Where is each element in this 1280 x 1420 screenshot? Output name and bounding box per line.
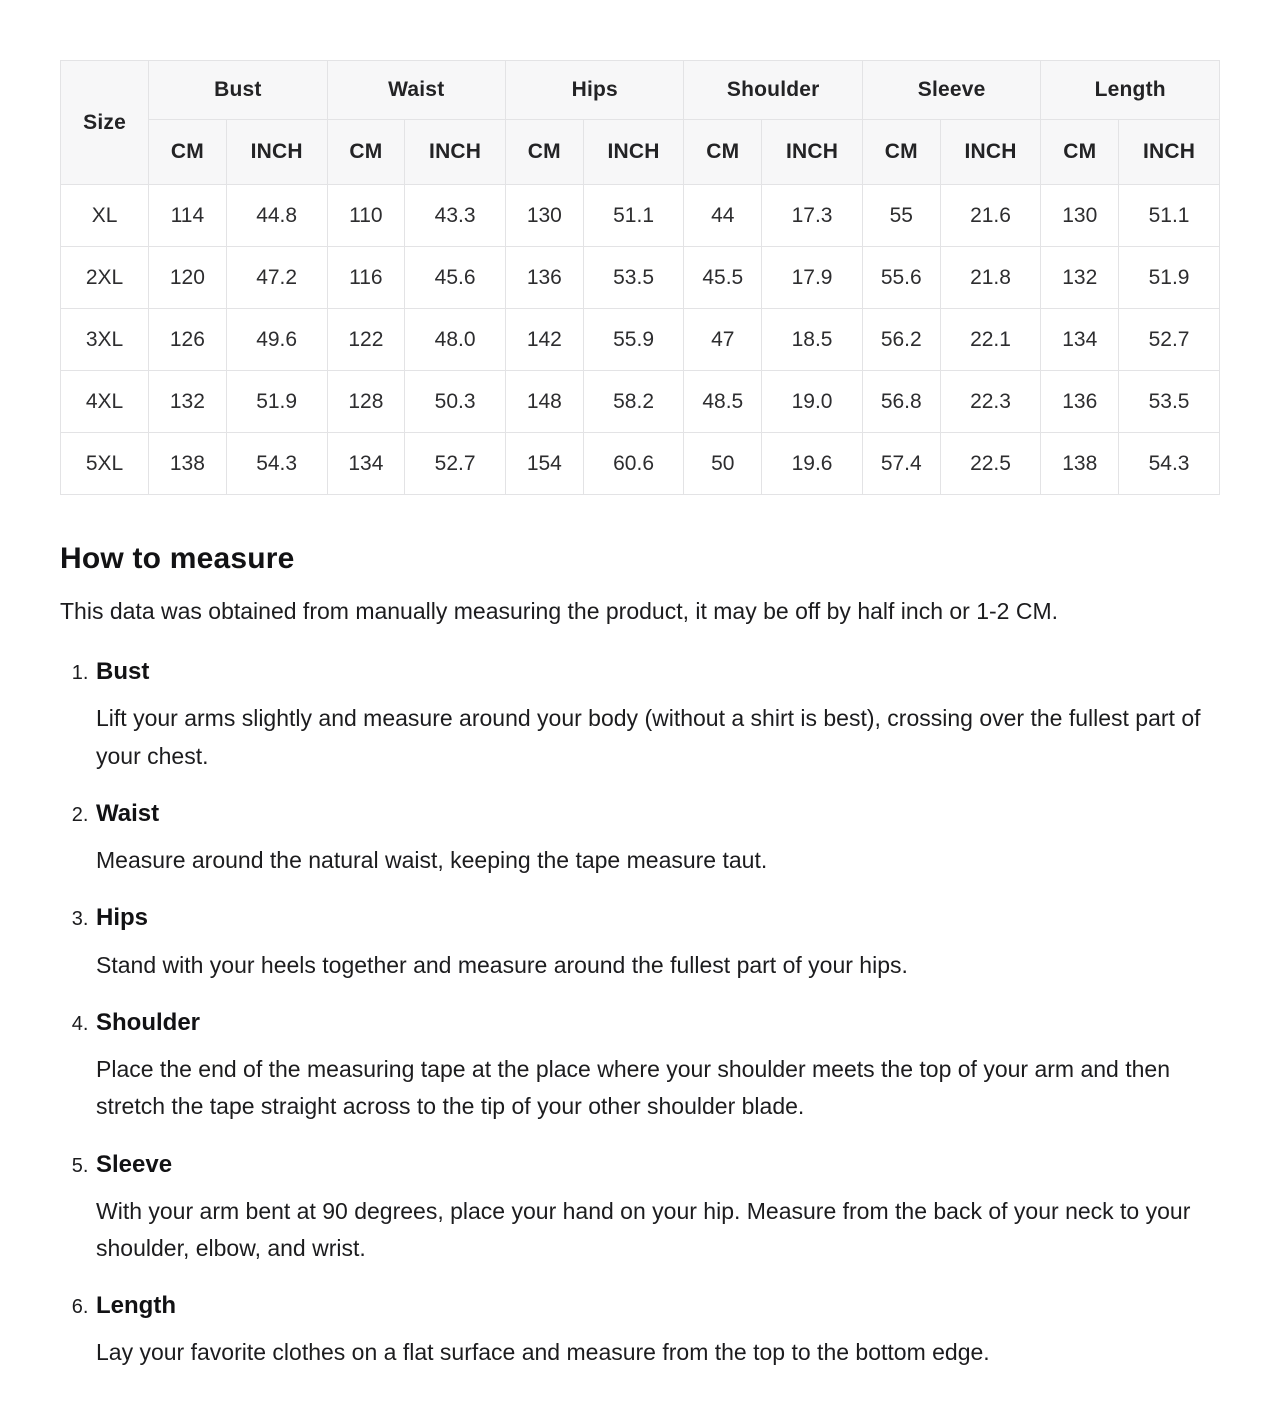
measurement-cell: 51.9: [1119, 247, 1220, 309]
measurement-cell: 56.2: [862, 309, 940, 371]
size-row: [61, 309, 1220, 371]
measurement-cell: 50.3: [405, 371, 506, 433]
size-cell: 5XL: [61, 433, 149, 495]
measurement-cell: 49.6: [226, 309, 327, 371]
unit-header-row: [61, 120, 1220, 185]
measure-steps-list: [60, 656, 1220, 1371]
measure-step: [94, 1007, 1220, 1126]
measurement-cell: 110: [327, 185, 405, 247]
step-description: Stand with your heels together and measure around the fullest part of your hips.: [96, 951, 908, 978]
measurement-cell: 17.9: [762, 247, 863, 309]
measurement-cell: 53.5: [583, 247, 684, 309]
measurement-cell: 22.3: [940, 371, 1041, 433]
measurement-cell: 52.7: [1119, 309, 1220, 371]
measurement-cell: 51.1: [1119, 185, 1220, 247]
measurement-cell: 51.1: [583, 185, 684, 247]
size-cell: 3XL: [61, 309, 149, 371]
size-row: [61, 433, 1220, 495]
step-term: 6. Length: [96, 1292, 176, 1320]
measurement-cell: 44: [684, 185, 762, 247]
measurement-cell: 136: [1041, 371, 1119, 433]
measure-group-header: Waist: [327, 61, 505, 120]
size-row: [61, 185, 1220, 247]
measure-step: [94, 1290, 1220, 1371]
unit-header: CM: [684, 120, 762, 185]
step-description: With your arm bent at 90 degrees, place your hand on your hip. Measure from the back of your neck to your shoulder, elbow, and wrist.: [96, 1197, 1191, 1261]
measure-step: [94, 1149, 1220, 1268]
step-term: 5. Sleeve: [96, 1150, 173, 1178]
measurement-cell: 22.1: [940, 309, 1041, 371]
measurement-cell: 114: [149, 185, 227, 247]
unit-header: CM: [149, 120, 227, 185]
size-cell: 2XL: [61, 247, 149, 309]
measurement-cell: 120: [149, 247, 227, 309]
measurement-cell: 128: [327, 371, 405, 433]
measurement-cell: 51.9: [226, 371, 327, 433]
measurement-cell: 138: [149, 433, 227, 495]
measurement-cell: 21.6: [940, 185, 1041, 247]
measurement-cell: 43.3: [405, 185, 506, 247]
measure-intro: This data was obtained from manually measuring the product, it may be off by half inch or 1-2 CM.: [60, 598, 1059, 624]
step-description: Place the end of the measuring tape at the place where your shoulder meets the top of your arm and then stretch the tape straight across to the tip of your other shoulder blade.: [96, 1056, 1170, 1120]
measurement-cell: 57.4: [862, 433, 940, 495]
unit-header: CM: [862, 120, 940, 185]
unit-header: CM: [506, 120, 584, 185]
measurement-cell: 53.5: [1119, 371, 1220, 433]
unit-header: INCH: [762, 120, 863, 185]
measurement-cell: 52.7: [405, 433, 506, 495]
measurement-cell: 47: [684, 309, 762, 371]
measure-step: [94, 798, 1220, 879]
unit-header: INCH: [226, 120, 327, 185]
measure-group-header: Shoulder: [684, 61, 862, 120]
measurement-cell: 116: [327, 247, 405, 309]
measurement-cell: 134: [1041, 309, 1119, 371]
measurement-cell: 45.6: [405, 247, 506, 309]
measure-step: [94, 656, 1220, 775]
measurement-cell: 138: [1041, 433, 1119, 495]
measurement-cell: 21.8: [940, 247, 1041, 309]
measurement-cell: 19.6: [762, 433, 863, 495]
measurement-cell: 17.3: [762, 185, 863, 247]
measurement-cell: 54.3: [1119, 433, 1220, 495]
measurement-cell: 132: [149, 371, 227, 433]
measure-group-header: Bust: [149, 61, 327, 120]
measurement-cell: 60.6: [583, 433, 684, 495]
unit-header: CM: [1041, 120, 1119, 185]
measurement-cell: 22.5: [940, 433, 1041, 495]
measure-group-header: Sleeve: [862, 61, 1040, 120]
measurement-cell: 54.3: [226, 433, 327, 495]
size-row: [61, 371, 1220, 433]
measurement-cell: 58.2: [583, 371, 684, 433]
step-term: 1. Bust: [96, 658, 150, 686]
how-to-measure-title: How to measure: [60, 542, 295, 575]
measurement-cell: 48.5: [684, 371, 762, 433]
unit-header: INCH: [940, 120, 1041, 185]
measurement-cell: 130: [506, 185, 584, 247]
step-term: 2. Waist: [96, 799, 160, 827]
unit-header: INCH: [1119, 120, 1220, 185]
measurement-cell: 122: [327, 309, 405, 371]
measurement-cell: 18.5: [762, 309, 863, 371]
step-term: 3. Hips: [96, 904, 149, 932]
measurement-cell: 134: [327, 433, 405, 495]
measurement-cell: 136: [506, 247, 584, 309]
measure-step: [94, 902, 1220, 983]
measurement-cell: 47.2: [226, 247, 327, 309]
measurement-cell: 148: [506, 371, 584, 433]
step-description: Measure around the natural waist, keeping the tape measure taut.: [96, 847, 768, 874]
size-cell: 4XL: [61, 371, 149, 433]
measurement-cell: 55.6: [862, 247, 940, 309]
measurement-cell: 55.9: [583, 309, 684, 371]
measurement-cell: 132: [1041, 247, 1119, 309]
measurement-cell: 154: [506, 433, 584, 495]
measurement-cell: 56.8: [862, 371, 940, 433]
step-term: 4. Shoulder: [96, 1008, 201, 1036]
step-description: Lift your arms slightly and measure around your body (without a shirt is best), crossing over the fullest part of your chest.: [96, 705, 1201, 769]
measurement-cell: 44.8: [226, 185, 327, 247]
measurement-cell: 45.5: [684, 247, 762, 309]
unit-header: INCH: [583, 120, 684, 185]
measurement-cell: 50: [684, 433, 762, 495]
measure-group-header: Length: [1041, 61, 1220, 120]
measurement-cell: 55: [862, 185, 940, 247]
measurement-cell: 142: [506, 309, 584, 371]
unit-header: CM: [327, 120, 405, 185]
measure-group-header: Hips: [506, 61, 684, 120]
size-chart-body: [61, 185, 1220, 495]
size-chart-header: [61, 61, 1220, 185]
measurement-cell: 19.0: [762, 371, 863, 433]
size-cell: XL: [61, 185, 149, 247]
step-description: Lay your favorite clothes on a flat surface and measure from the top to the bottom edge.: [96, 1339, 990, 1366]
size-column-header: Size: [61, 61, 149, 185]
measurement-cell: 130: [1041, 185, 1119, 247]
measurement-cell: 48.0: [405, 309, 506, 371]
measurement-cell: 126: [149, 309, 227, 371]
how-to-measure-section: [60, 542, 1220, 1372]
unit-header: INCH: [405, 120, 506, 185]
group-header-row: [61, 61, 1220, 120]
size-chart-table: [60, 60, 1220, 495]
size-row: [61, 247, 1220, 309]
